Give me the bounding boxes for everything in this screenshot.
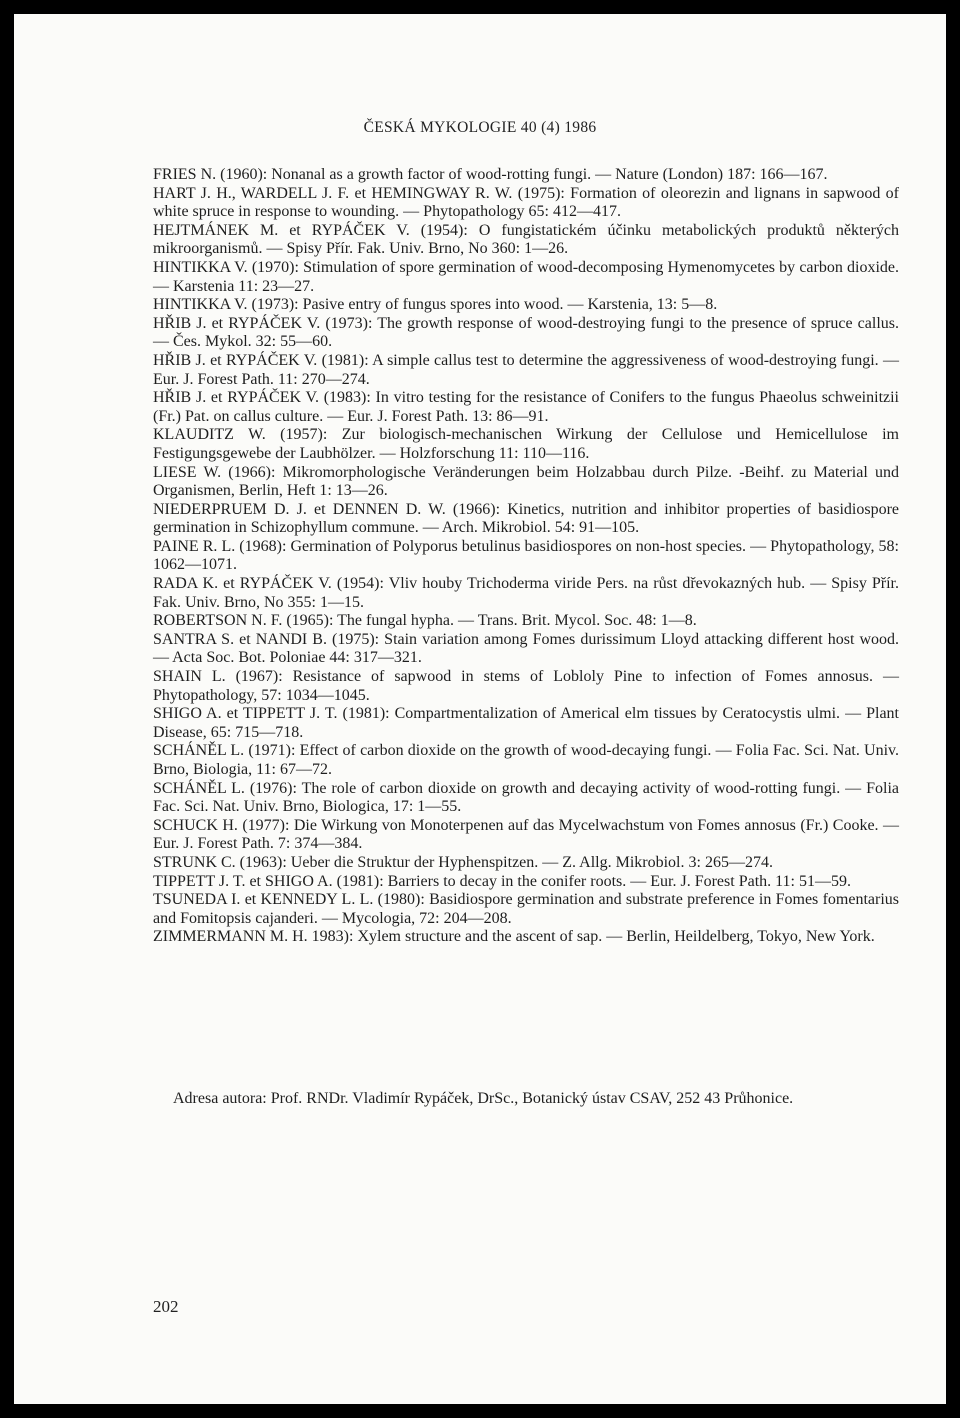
reference-item: ROBERTSON N. F. (1965): The fungal hypha. — Trans. Brit. Mycol. Soc. 48: 1—8. — [153, 612, 697, 630]
reference-list — [153, 166, 899, 947]
reference-item: FRIES N. (1960): Nonanal as a growth factor of wood-rotting fungi. — Nature (London) 187: 166—167. — [153, 166, 828, 183]
reference-item: NIEDERPRUEM D. J. et DENNEN D. W. (1966): Kinetics, nutrition and inhibitor properties of basidiospore germination in Schizophyllum commune. — Arch. Mikrobiol. 54: 91—105. — [153, 500, 899, 537]
reference-item: RADA K. et RYPÁČEK V. (1954): Vliv houby Trichoderma viride Pers. na růst dřevokazných hub. — Spisy Přír. Fak. Univ. Brno, No 355: 1—15. — [153, 575, 899, 611]
reference-item: SHAIN L. (1967): Resistance of sapwood in stems of Lobloly Pine to infection of Fomes annosus. — Phytopathology, 57: 1034—1045. — [153, 668, 899, 704]
reference-item: STRUNK C. (1963): Ueber die Struktur der Hyphenspitzen. — Z. Allg. Mikrobiol. 3: 265—274. — [153, 853, 773, 871]
reference-item: HINTIKKA V. (1973): Pasive entry of fungus spores into wood. — Karstenia, 13: 5—8. — [153, 296, 718, 314]
reference-item: LIESE W. (1966): Mikromorphologische Veränderungen beim Holzabbau durch Pilze. -Beihf. zu Material und Organismen, Berlin, Heft 1: 13—26. — [153, 463, 899, 500]
reference-item: SCHUCK H. (1977): Die Wirkung von Monoterpenen auf das Mycelwachstum von Fomes annosus (Fr.) Cooke. — Eur. J. Forest Path. 7: 374—384. — [153, 816, 899, 853]
reference-item: SCHÁNĚL L. (1971): Effect of carbon dioxide on the growth of wood-decaying fungi. — Folia Fac. Sci. Nat. Univ. Brno, Biologia, 11: 67—72. — [153, 742, 899, 778]
reference-item: HŘIB J. et RYPÁČEK V. (1973): The growth response of wood-destroying fungi to the presence of spruce callus. — Čes. Mykol. 32: 55—60. — [153, 314, 899, 351]
reference-item: TIPPETT J. T. et SHIGO A. (1981): Barriers to decay in the conifer roots. — Eur. J. Forest Path. 11: 51—59. — [153, 872, 851, 890]
reference-item: SCHÁNĚL L. (1976): The role of carbon dioxide on growth and decaying activity of wood-rotting fungi. — Folia Fac. Sci. Nat. Univ. Brno, Biologica, 17: 1—55. — [153, 779, 899, 816]
reference-item: PAINE R. L. (1968): Germination of Polyporus betulinus basidiospores on non-host species. — Phytopathology, 58: 1062—1071. — [153, 537, 899, 574]
author-address: Adresa autora: Prof. RNDr. Vladimír Rypáček, DrSc., Botanický ústav CSAV, 252 43 Průhonice. — [173, 1090, 794, 1107]
reference-item: HINTIKKA V. (1970): Stimulation of spore germination of wood-decomposing Hymenomycetes by carbon dioxide. — Karstenia 11: 23—27. — [153, 258, 899, 295]
reference-item: HŘIB J. et RYPÁČEK V. (1981): A simple callus test to determine the aggressiveness of wood-destroying fungi. — Eur. J. Forest Path. 11: 270—274. — [153, 351, 899, 388]
reference-item: HŘIB J. et RYPÁČEK V. (1983): In vitro testing for the resistance of Conifers to the fungus Phaeolus schweinitzii (Fr.) Pat. on callus culture. — Eur. J. Forest Path. 13: 86—91. — [153, 389, 899, 425]
reference-item: HART J. H., WARDELL J. F. et HEMINGWAY R. W. (1975): Formation of oleorezin and lignans in sapwood of white spruce in response to wounding. — Phytopathology 65: 412—417. — [153, 184, 899, 221]
reference-item: SANTRA S. et NANDI B. (1975): Stain variation among Fomes durissimum Lloyd attacking different host wood. — Acta Soc. Bot. Poloniae 44: 317—321. — [153, 630, 899, 667]
reference-item: ZIMMERMANN M. H. 1983): Xylem structure and the ascent of sap. — Berlin, Heildelberg, Tokyo, New York. — [153, 928, 875, 946]
reference-item: HEJTMÁNEK M. et RYPÁČEK V. (1954): O fungistatickém účinku metabolických produktů některých mikroorganismů. — Spisy Přír. Fak. Univ. Brno, No 360: 1—26. — [153, 221, 899, 258]
reference-item: TSUNEDA I. et KENNEDY L. L. (1980): Basidiospore germination and substrate preference in Fomes fomentarius and Fomitopsis cajanderi. — Mycologia, 72: 204—208. — [153, 891, 899, 927]
reference-item: SHIGO A. et TIPPETT J. T. (1981): Compartmentalization of Americal elm tissues by Ceratocystis ulmi. — Plant Disease, 65: 715—718. — [153, 705, 899, 741]
reference-item: KLAUDITZ W. (1957): Zur biologisch-mechanischen Wirkung der Cellulose und Hemicellulose im Festigungsgewebe der Laubhölzer. — Holzforschung 11: 110—116. — [153, 426, 899, 462]
running-header: ČESKÁ MYKOLOGIE 40 (4) 1986 — [363, 119, 597, 136]
page — [14, 14, 946, 1404]
page-number: 202 — [153, 1297, 179, 1316]
